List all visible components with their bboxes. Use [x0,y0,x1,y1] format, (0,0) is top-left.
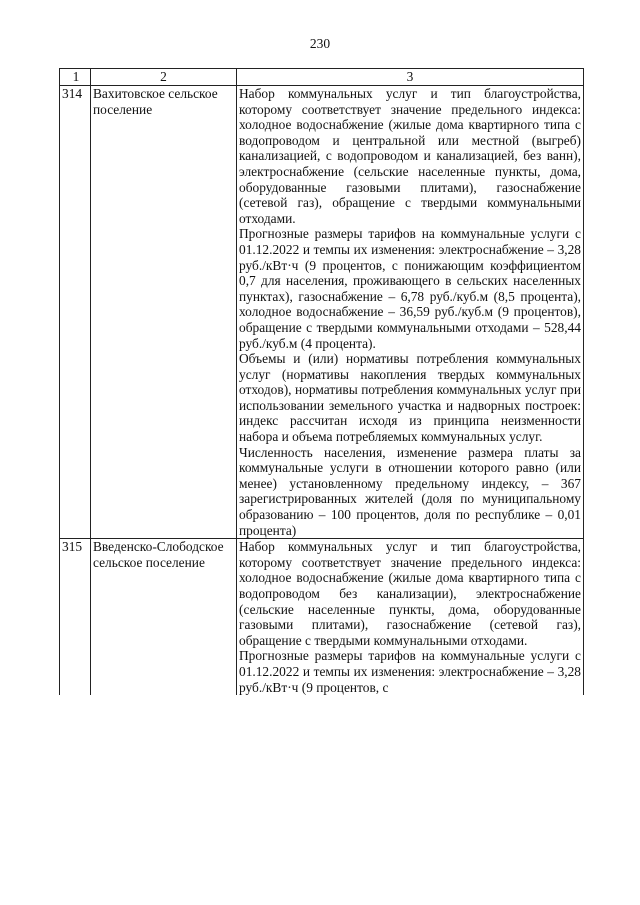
header-col-1: 1 [60,69,91,86]
paragraph: Численность населения, изменение размера платы за коммунальные услуги в отношении которого равно (или менее) установленному предельному индексу, – 367 зарегистрированных жителей (доля по муниципальному образованию – 100 процентов, доля по республике – 0,01 процента) [239,444,581,538]
row-number: 314 [60,86,91,539]
header-col-2: 2 [91,69,237,86]
header-col-3: 3 [237,69,584,86]
table-row [60,86,584,539]
page-number: 230 [309,36,331,51]
row-number: 315 [60,539,91,695]
municipality-name: Введенско-Слободское сельское поселение [91,539,237,695]
municipality-name: Вахитовское сельское поселение [91,86,237,539]
paragraph: Прогнозные размеры тарифов на коммунальные услуги с 01.12.2022 и темпы их изменения: электроснабжение – 3,28 руб./кВт·ч (9 процентов, с понижающим коэффициентом 0,7 для населения, проживающего в сельских населенных пунктах), газоснабжение – 6,78 руб./куб.м (8,5 процента), холодное водоснабжение – 36,59 руб./куб.м (9 процентов), обращение с твердыми коммунальными отходами – 528,44 руб./куб.м (4 процента). [239,226,581,351]
paragraph: Набор коммунальных услуг и тип благоустройства, которому соответствует значение предельного индекса: холодное водоснабжение (жилые дома квартирного типа с водопроводом и центральной или местной (выгреб) канализацией, с водопроводом и канализацией, без ванн), электроснабжение (сельские населенные пункты, дома, оборудованные газовыми плитами), газоснабжение (сетевой газ), обращение с твердыми коммунальными отходами. [239,86,581,226]
tariff-table [59,68,584,695]
paragraph: Набор коммунальных услуг и тип благоустройства, которому соответствует значение предельного индекса: холодное водоснабжение (жилые дома квартирного типа с водопроводом без канализации), электроснабжение (сельские населенные пункты, дома, оборудованные газовыми плитами), газоснабжение (сетевой газ), обращение с твердыми коммунальными отходами. [239,539,581,648]
row-description [237,86,584,539]
table-row [60,539,584,695]
row-description [237,539,584,695]
paragraph: Объемы и (или) нормативы потребления коммунальных услуг (нормативы накопления твердых коммунальных отходов), нормативы потребления коммунальных услуг при использовании земельного участка и надворных построек: индекс рассчитан исходя из принципа неизменности набора и объема потребляемых коммунальных услуг. [239,351,581,445]
paragraph: Прогнозные размеры тарифов на коммунальные услуги с 01.12.2022 и темпы их изменения: электроснабжение – 3,28 руб./кВт·ч (9 процентов, с [239,648,581,695]
table-header-row [60,69,584,86]
